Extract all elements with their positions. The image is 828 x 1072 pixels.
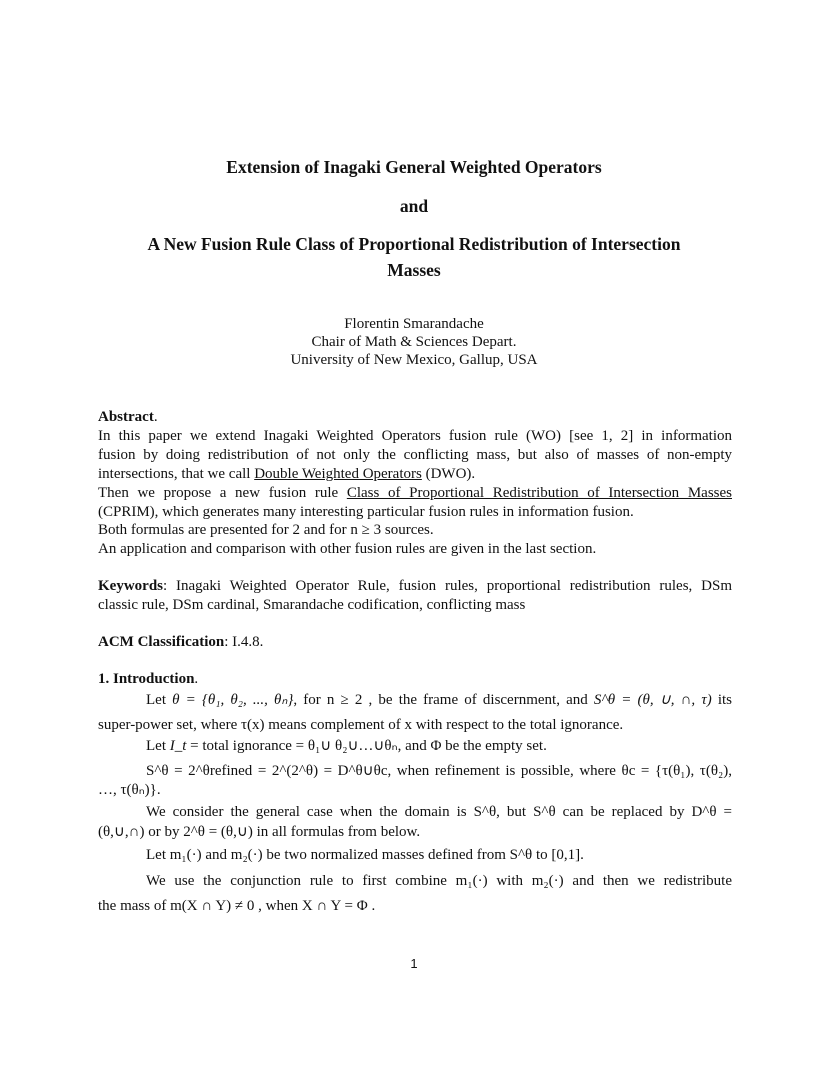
- keywords-line-1: Keywords: Inagaki Weighted Operator Rule, fusion rules, proportional redistribution rules, DSm: [98, 578, 732, 594]
- author-affiliation: University of New Mexico, Gallup, USA: [290, 352, 538, 368]
- title-line-4: Masses: [387, 260, 441, 280]
- intro-conjunction-line: We use the conjunction rule to first combine m₁(·) with m₂(·) and then we redistribute: [146, 873, 732, 889]
- acm-classification: ACM Classification: I.4.8.: [98, 634, 264, 650]
- intro-domain-line: We consider the general case when the domain is S^θ, but S^θ can be replaced by D^θ =: [146, 804, 732, 820]
- title-line-2: and: [399, 196, 429, 216]
- cprim-link[interactable]: Class of Proportional Redistribution of Intersection Masses: [346, 485, 732, 501]
- title-line-1: Extension of Inagaki General Weighted Operators: [226, 157, 602, 177]
- intro-refinement-line: S^θ = 2^θrefined = 2^(2^θ) = D^θ∪θc, when refinement is possible, where θc = {τ(θ₁), τ(θ₂),: [146, 763, 732, 779]
- abstract-line-2: fusion by doing redistribution of not only the conflicting mass, but also of masses of non-empty: [98, 447, 732, 463]
- title-line-3: A New Fusion Rule Class of Proportional Redistribution of Intersection: [147, 234, 681, 254]
- dwo-link[interactable]: Double Weighted Operators: [254, 466, 422, 482]
- page-number: 1: [410, 956, 418, 971]
- author-position: Chair of Math & Sciences Depart.: [311, 334, 517, 350]
- intro-ignorance-line: Let I_t = total ignorance = θ₁∪ θ₂∪…∪θₙ, and Φ be the empty set.: [146, 738, 547, 754]
- abstract-line-7: An application and comparison with other fusion rules are given in the last section.: [98, 541, 597, 557]
- intro-domain-line-2: (θ,∪,∩) or by 2^θ = (θ,∪) in all formulas from below.: [98, 824, 421, 840]
- intro-heading: 1. Introduction.: [98, 671, 199, 687]
- intro-masses-line: Let m₁(·) and m₂(·) be two normalized masses defined from S^θ to [0,1].: [146, 847, 584, 863]
- abstract-line-3: intersections, that we call Double Weighted Operators (DWO).: [98, 466, 476, 482]
- intro-frame-line: Let θ = {θ₁, θ₂, ..., θₙ}, for n ≥ 2 , be the frame of discernment, and S^θ = (θ, ∪, ∩, τ) its: [146, 692, 733, 708]
- intro-conjunction-line-2: the mass of m(X ∩ Y) ≠ 0 , when X ∩ Y = Φ .: [98, 898, 376, 914]
- abstract-line-4: Then we propose a new fusion rule Class of Proportional Redistribution of Intersection Masses: [98, 485, 732, 501]
- abstract-heading: Abstract.: [98, 409, 158, 425]
- abstract-line-1: In this paper we extend Inagaki Weighted Operators fusion rule (WO) [see 1, 2] in information: [98, 428, 732, 444]
- abstract-line-6: Both formulas are presented for 2 and for n ≥ 3 sources.: [98, 522, 434, 538]
- keywords-line-2: classic rule, DSm cardinal, Smarandache codification, conflicting mass: [98, 597, 526, 613]
- intro-superpower-line: super-power set, where τ(x) means complement of x with respect to the total ignorance.: [98, 717, 624, 733]
- author-name: Florentin Smarandache: [344, 316, 484, 332]
- intro-refinement-line-2: …, τ(θₙ)}.: [98, 782, 161, 798]
- abstract-line-5: (CPRIM), which generates many interesting particular fusion rules in information fusion.: [98, 504, 634, 520]
